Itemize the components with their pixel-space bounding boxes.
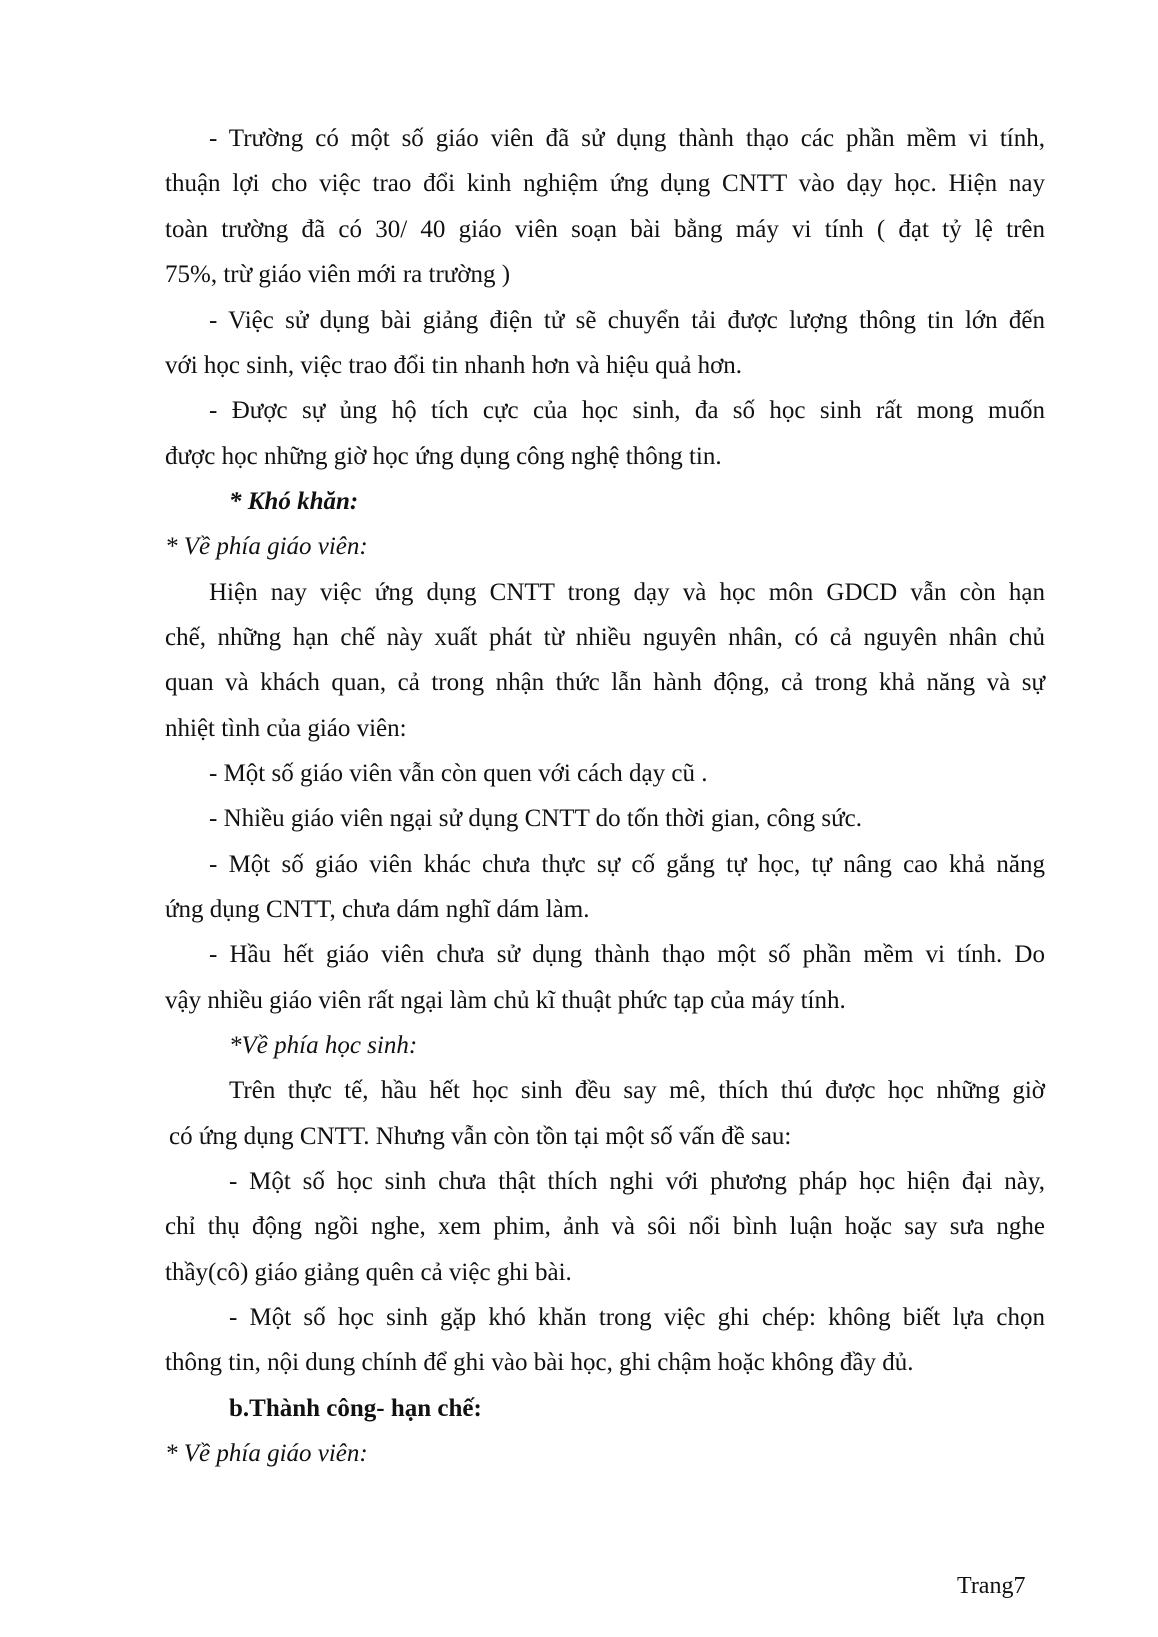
paragraph-line: - Một số giáo viên khác chưa thực sự cố gắng tự học, tự nâng cao khả năng (209, 851, 1045, 878)
paragraph-line: vậy nhiều giáo viên rất ngại làm chủ kĩ thuật phức tạp của máy tính. (165, 987, 846, 1014)
subheading: *Về phía học sinh: (229, 1032, 418, 1059)
paragraph-line: - Một số giáo viên vẫn còn quen với cách dạy cũ . (209, 760, 708, 787)
paragraph-line: Hiện nay việc ứng dụng CNTT trong dạy và học môn GDCD vẫn còn hạn (209, 579, 1045, 606)
section-heading: b.Thành công- hạn chế: (229, 1395, 482, 1422)
paragraph-line: có ứng dụng CNTT. Nhưng vẫn còn tồn tại một số vấn đề sau: (169, 1123, 792, 1150)
paragraph-line: - Nhiều giáo viên ngại sử dụng CNTT do tốn thời gian, công sức. (209, 805, 862, 832)
section-heading: * Khó khăn: (229, 488, 359, 515)
paragraph-line: thông tin, nội dung chính để ghi vào bài học, ghi chậm hoặc không đầy đủ. (165, 1349, 914, 1376)
paragraph-line: quan và khách quan, cả trong nhận thức lẫn hành động, cả trong khả năng và sự (165, 669, 1045, 696)
subheading: * Về phía giáo viên: (165, 533, 368, 560)
paragraph-line: 75%, trừ giáo viên mới ra trường ) (165, 261, 511, 288)
paragraph-line: được học những giờ học ứng dụng công nghệ thông tin. (165, 443, 722, 470)
paragraph-line: Trên thực tế, hầu hết học sinh đều say mê, thích thú được học những giờ (229, 1077, 1045, 1104)
paragraph-line: thuận lợi cho việc trao đổi kinh nghiệm ứng dụng CNTT vào dạy học. Hiện nay (165, 170, 1045, 197)
paragraph-line: chế, những hạn chế này xuất phát từ nhiều nguyên nhân, có cả nguyên nhân chủ (165, 624, 1045, 651)
paragraph-line: - Một số học sinh chưa thật thích nghi với phương pháp học hiện đại này, (229, 1168, 1045, 1195)
subheading: * Về phía giáo viên: (165, 1440, 368, 1467)
paragraph-line: thầy(cô) giáo giảng quên cả việc ghi bài. (165, 1259, 572, 1286)
paragraph-line: - Việc sử dụng bài giảng điện tử sẽ chuyển tải được lượng thông tin lớn đến (209, 307, 1045, 334)
paragraph-line: - Trường có một số giáo viên đã sử dụng thành thạo các phần mềm vi tính, (209, 125, 1045, 152)
paragraph-line: toàn trường đã có 30/ 40 giáo viên soạn bài bằng máy vi tính ( đạt tỷ lệ trên (165, 216, 1045, 243)
paragraph-line: với học sinh, việc trao đổi tin nhanh hơn và hiệu quả hơn. (165, 352, 743, 379)
paragraph-line: - Được sự ủng hộ tích cực của học sinh, đa số học sinh rất mong muốn (209, 397, 1045, 424)
paragraph-line: chỉ thụ động ngồi nghe, xem phim, ảnh và sôi nổi bình luận hoặc say sưa nghe (165, 1213, 1045, 1240)
paragraph-line: ứng dụng CNTT, chưa dám nghĩ dám làm. (165, 896, 590, 923)
paragraph-line: nhiệt tình của giáo viên: (165, 715, 407, 742)
paragraph-line: - Một số học sinh gặp khó khăn trong việc ghi chép: không biết lựa chọn (229, 1304, 1045, 1331)
paragraph-line: - Hầu hết giáo viên chưa sử dụng thành thạo một số phần mềm vi tính. Do (209, 941, 1045, 968)
page-number: Trang7 (957, 1573, 1026, 1599)
